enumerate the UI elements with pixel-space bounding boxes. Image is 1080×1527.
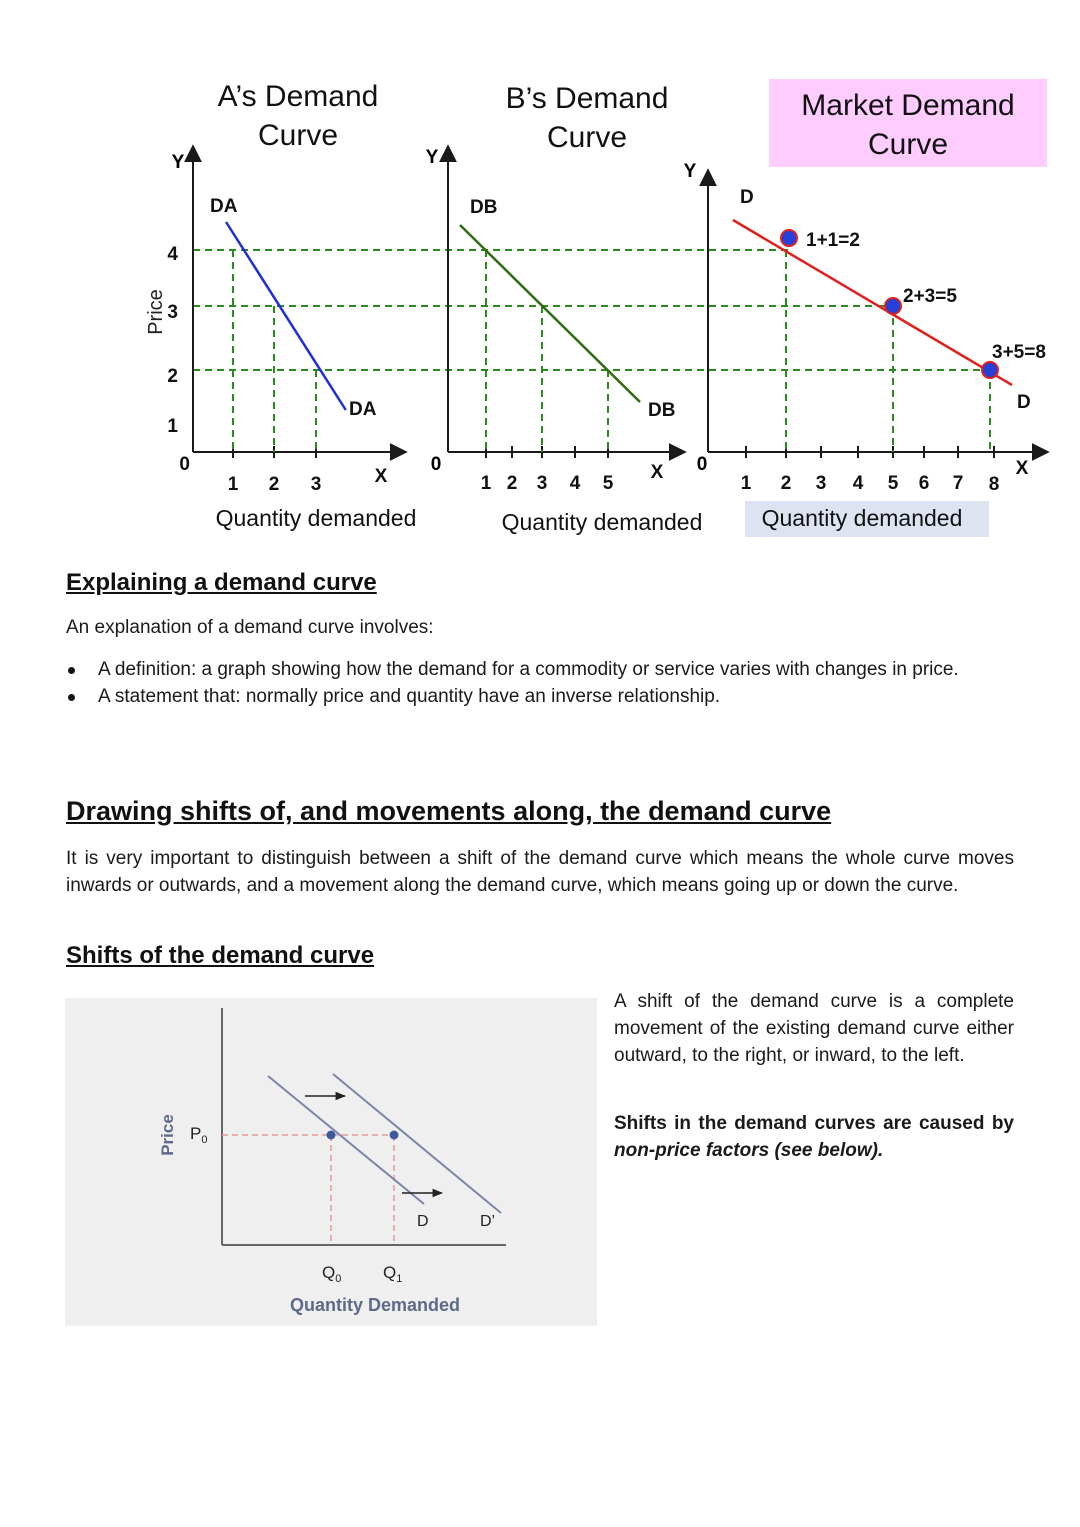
shift-x-label: Quantity Demanded	[289, 1295, 461, 1315]
panel-b-x-tick-5: 5	[602, 473, 614, 494]
section-heading-shifts: Shifts of the demand curve	[66, 942, 375, 969]
shift-point-q0	[327, 1131, 336, 1140]
shift-point-q1	[390, 1131, 399, 1140]
price-tick-4: 4	[167, 244, 178, 265]
section-heading-explaining: Explaining a demand curve	[66, 569, 377, 596]
market-curve-label-top: D	[740, 187, 754, 208]
panel-a-x-tick-1: 1	[227, 474, 239, 495]
panel-b-x-tick-1: 1	[480, 473, 492, 494]
panel-b-curve-label-top: DB	[470, 197, 498, 218]
price-axis-label: Price	[145, 289, 167, 335]
section-body-shifts-vs-movements: It is very important to distinguish between a shift of the demand curve which means the whole curve moves inwards or outwards, and a movement along the demand curve, which means going up or down the curve.	[66, 848, 1014, 896]
market-point-5	[885, 298, 901, 314]
bullet-statement: A statement that: normally price and quantity have an inverse relationship.	[66, 683, 1016, 710]
panel-b-title-line2: Curve	[546, 121, 628, 154]
market-y-axis-label: Y	[683, 161, 697, 182]
shift-causes-bold: Shifts in the demand curves are caused by	[614, 1113, 1014, 1134]
panel-a-curve-label-bottom: DA	[349, 399, 377, 420]
individual-and-market-demand-figure	[0, 70, 1080, 550]
bullet-definition: A definition: a graph showing how the demand for a commodity or service varies with changes in price.	[66, 656, 1016, 683]
market-point-8	[982, 362, 998, 378]
market-point-label-2: 2+3=5	[903, 286, 957, 307]
panel-b-x-axis-label: X	[650, 462, 664, 483]
price-tick-2: 2	[167, 366, 178, 387]
market-point-2	[781, 230, 797, 246]
panel-a-title-line1: A’s Demand	[217, 80, 379, 113]
shift-explanation: A shift of the demand curve is a complete movement of the existing demand curve either outward, to the right, or inward, to the left.	[614, 991, 1014, 1066]
market-x-tick-7: 7	[952, 473, 964, 494]
price-tick-0: 0	[179, 454, 190, 475]
panel-b-x-tick-2: 2	[506, 473, 518, 494]
panel-a-x-tick-2: 2	[268, 474, 280, 495]
panel-a-y-axis-label: Y	[171, 152, 185, 173]
market-x-tick-3: 3	[815, 473, 827, 494]
shift-q0-label: $Q_0$	[322, 1263, 342, 1285]
panel-b-x-label: Quantity demanded	[501, 509, 703, 535]
shift-y-label: Price	[158, 1114, 177, 1156]
shift-demand-figure	[65, 998, 597, 1326]
panel-a-x-tick-3: 3	[310, 474, 322, 495]
panel-a-x-axis-label: X	[374, 466, 388, 487]
market-x-tick-2: 2	[780, 473, 792, 494]
section-heading-drawing-shifts: Drawing shifts of, and movements along, the demand curve	[66, 796, 832, 826]
panel-market	[684, 79, 1048, 537]
panel-b-x-tick-4: 4	[569, 473, 581, 494]
shift-curve-d-prime-label: D’	[480, 1213, 496, 1230]
market-x-tick-5: 5	[887, 473, 899, 494]
shift-q1-label: $Q_1$	[383, 1263, 403, 1285]
market-x-tick-1: 1	[740, 473, 752, 494]
price-tick-3: 3	[167, 302, 178, 323]
shift-causes-italic: non-price factors (see below).	[614, 1140, 884, 1161]
market-x-tick-6: 6	[918, 473, 930, 494]
market-curve-label-bottom: D	[1017, 392, 1031, 413]
section-intro: An explanation of a demand curve involves:	[66, 617, 434, 638]
market-demand-curve	[733, 220, 1012, 385]
market-origin: 0	[696, 454, 708, 475]
panel-b-x-tick-3: 3	[536, 473, 548, 494]
definition-bullets	[66, 656, 1016, 710]
market-x-axis-label: X	[1015, 458, 1029, 479]
market-title-line2: Curve	[867, 128, 949, 161]
market-x-label: Quantity demanded	[761, 505, 963, 531]
panel-a-title-line2: Curve	[257, 119, 339, 152]
shift-curve-d-label: D	[417, 1213, 429, 1230]
panel-b-title-line1: B’s Demand	[505, 82, 669, 115]
market-title-line1: Market Demand	[801, 89, 1015, 122]
market-point-label-1: 1+1=2	[806, 230, 860, 251]
panel-b-y-axis-label: Y	[425, 147, 439, 168]
market-x-tick-4: 4	[852, 473, 864, 494]
panel-a-x-label: Quantity demanded	[215, 505, 417, 531]
market-x-tick-8: 8	[988, 474, 1000, 495]
panel-b	[426, 82, 703, 535]
panel-a-curve-label-top: DA	[210, 196, 238, 217]
shift-p-label: $P_0$	[190, 1124, 208, 1146]
shift-causes	[614, 1110, 1014, 1164]
panel-b-origin: 0	[430, 454, 442, 475]
price-tick-1: 1	[167, 416, 178, 437]
price-grid-lines	[193, 250, 990, 370]
panel-b-curve-label-bottom: DB	[648, 400, 676, 421]
market-point-label-3: 3+5=8	[992, 342, 1046, 363]
